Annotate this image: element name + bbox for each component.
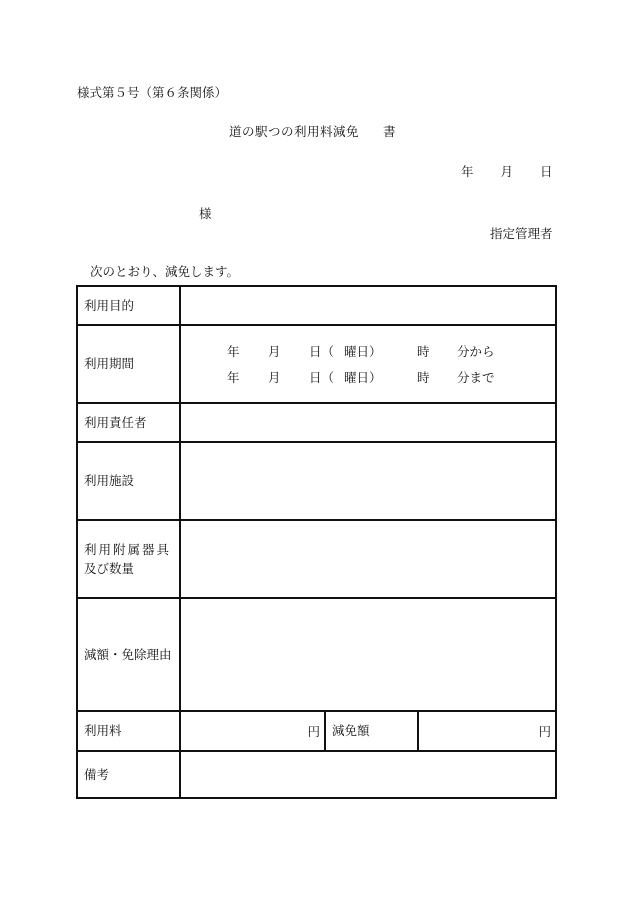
end-day-label: 日（ <box>309 370 335 385</box>
period-field[interactable] <box>180 325 556 403</box>
reduction-form-table <box>76 285 557 799</box>
row-purpose <box>77 286 556 325</box>
remarks-field[interactable] <box>180 751 556 798</box>
row-reason <box>77 598 556 711</box>
equipment-label <box>77 520 180 598</box>
end-minute-label: 分まで <box>457 370 495 385</box>
start-day-label: 日（ <box>309 344 335 359</box>
row-responsible <box>77 403 556 442</box>
row-equipment <box>77 520 556 598</box>
document-title-main: 道の駅つの利用料減免 <box>229 124 360 139</box>
reason-label: 減額・免除理由 <box>77 598 180 711</box>
responsible-field[interactable] <box>180 403 556 442</box>
reduction-unit: 円 <box>538 724 552 739</box>
intro-text: 次のとおり、減免します。 <box>90 264 240 279</box>
row-fee <box>77 711 556 751</box>
purpose-field[interactable] <box>180 286 556 325</box>
form-number: 様式第５号（第６条関係） <box>77 85 228 100</box>
document-title <box>229 126 396 139</box>
reduction-field[interactable] <box>418 711 556 751</box>
end-month-label: 月 <box>268 370 281 385</box>
date-month-label: 月 <box>500 164 514 179</box>
fee-field[interactable] <box>180 711 325 751</box>
facility-label: 利用施設 <box>77 442 180 520</box>
equipment-label-line2: 及び数量 <box>84 561 135 576</box>
document-title-suffix: 書 <box>383 124 397 139</box>
end-weekday-label: 曜日） <box>344 370 382 385</box>
equipment-field[interactable] <box>180 520 556 598</box>
fee-label: 利用料 <box>77 711 180 751</box>
start-hour-label: 時 <box>417 344 430 359</box>
date-line <box>461 166 553 179</box>
purpose-label: 利用目的 <box>77 286 180 325</box>
issuer-label: 指定管理者 <box>490 226 553 241</box>
facility-field[interactable] <box>180 442 556 520</box>
end-year-label: 年 <box>227 370 240 385</box>
row-period <box>77 325 556 403</box>
fee-unit: 円 <box>307 724 320 739</box>
addressee-honorific: 様 <box>199 206 212 221</box>
period-end-row <box>227 372 495 385</box>
reduction-label: 減免額 <box>325 711 418 751</box>
start-weekday-label: 曜日） <box>344 344 382 359</box>
start-year-label: 年 <box>227 344 240 359</box>
end-hour-label: 時 <box>417 370 430 385</box>
date-day-label: 日 <box>540 164 553 179</box>
start-month-label: 月 <box>268 344 281 359</box>
period-start-row <box>227 346 495 359</box>
reason-field[interactable] <box>180 598 556 711</box>
row-facility <box>77 442 556 520</box>
date-year-label: 年 <box>461 164 474 179</box>
equipment-label-line1: 利用附属器具 <box>84 541 172 557</box>
responsible-label: 利用責任者 <box>77 403 180 442</box>
period-label: 利用期間 <box>77 325 180 403</box>
remarks-label: 備考 <box>77 751 180 798</box>
start-minute-label: 分から <box>457 344 495 359</box>
row-remarks <box>77 751 556 798</box>
